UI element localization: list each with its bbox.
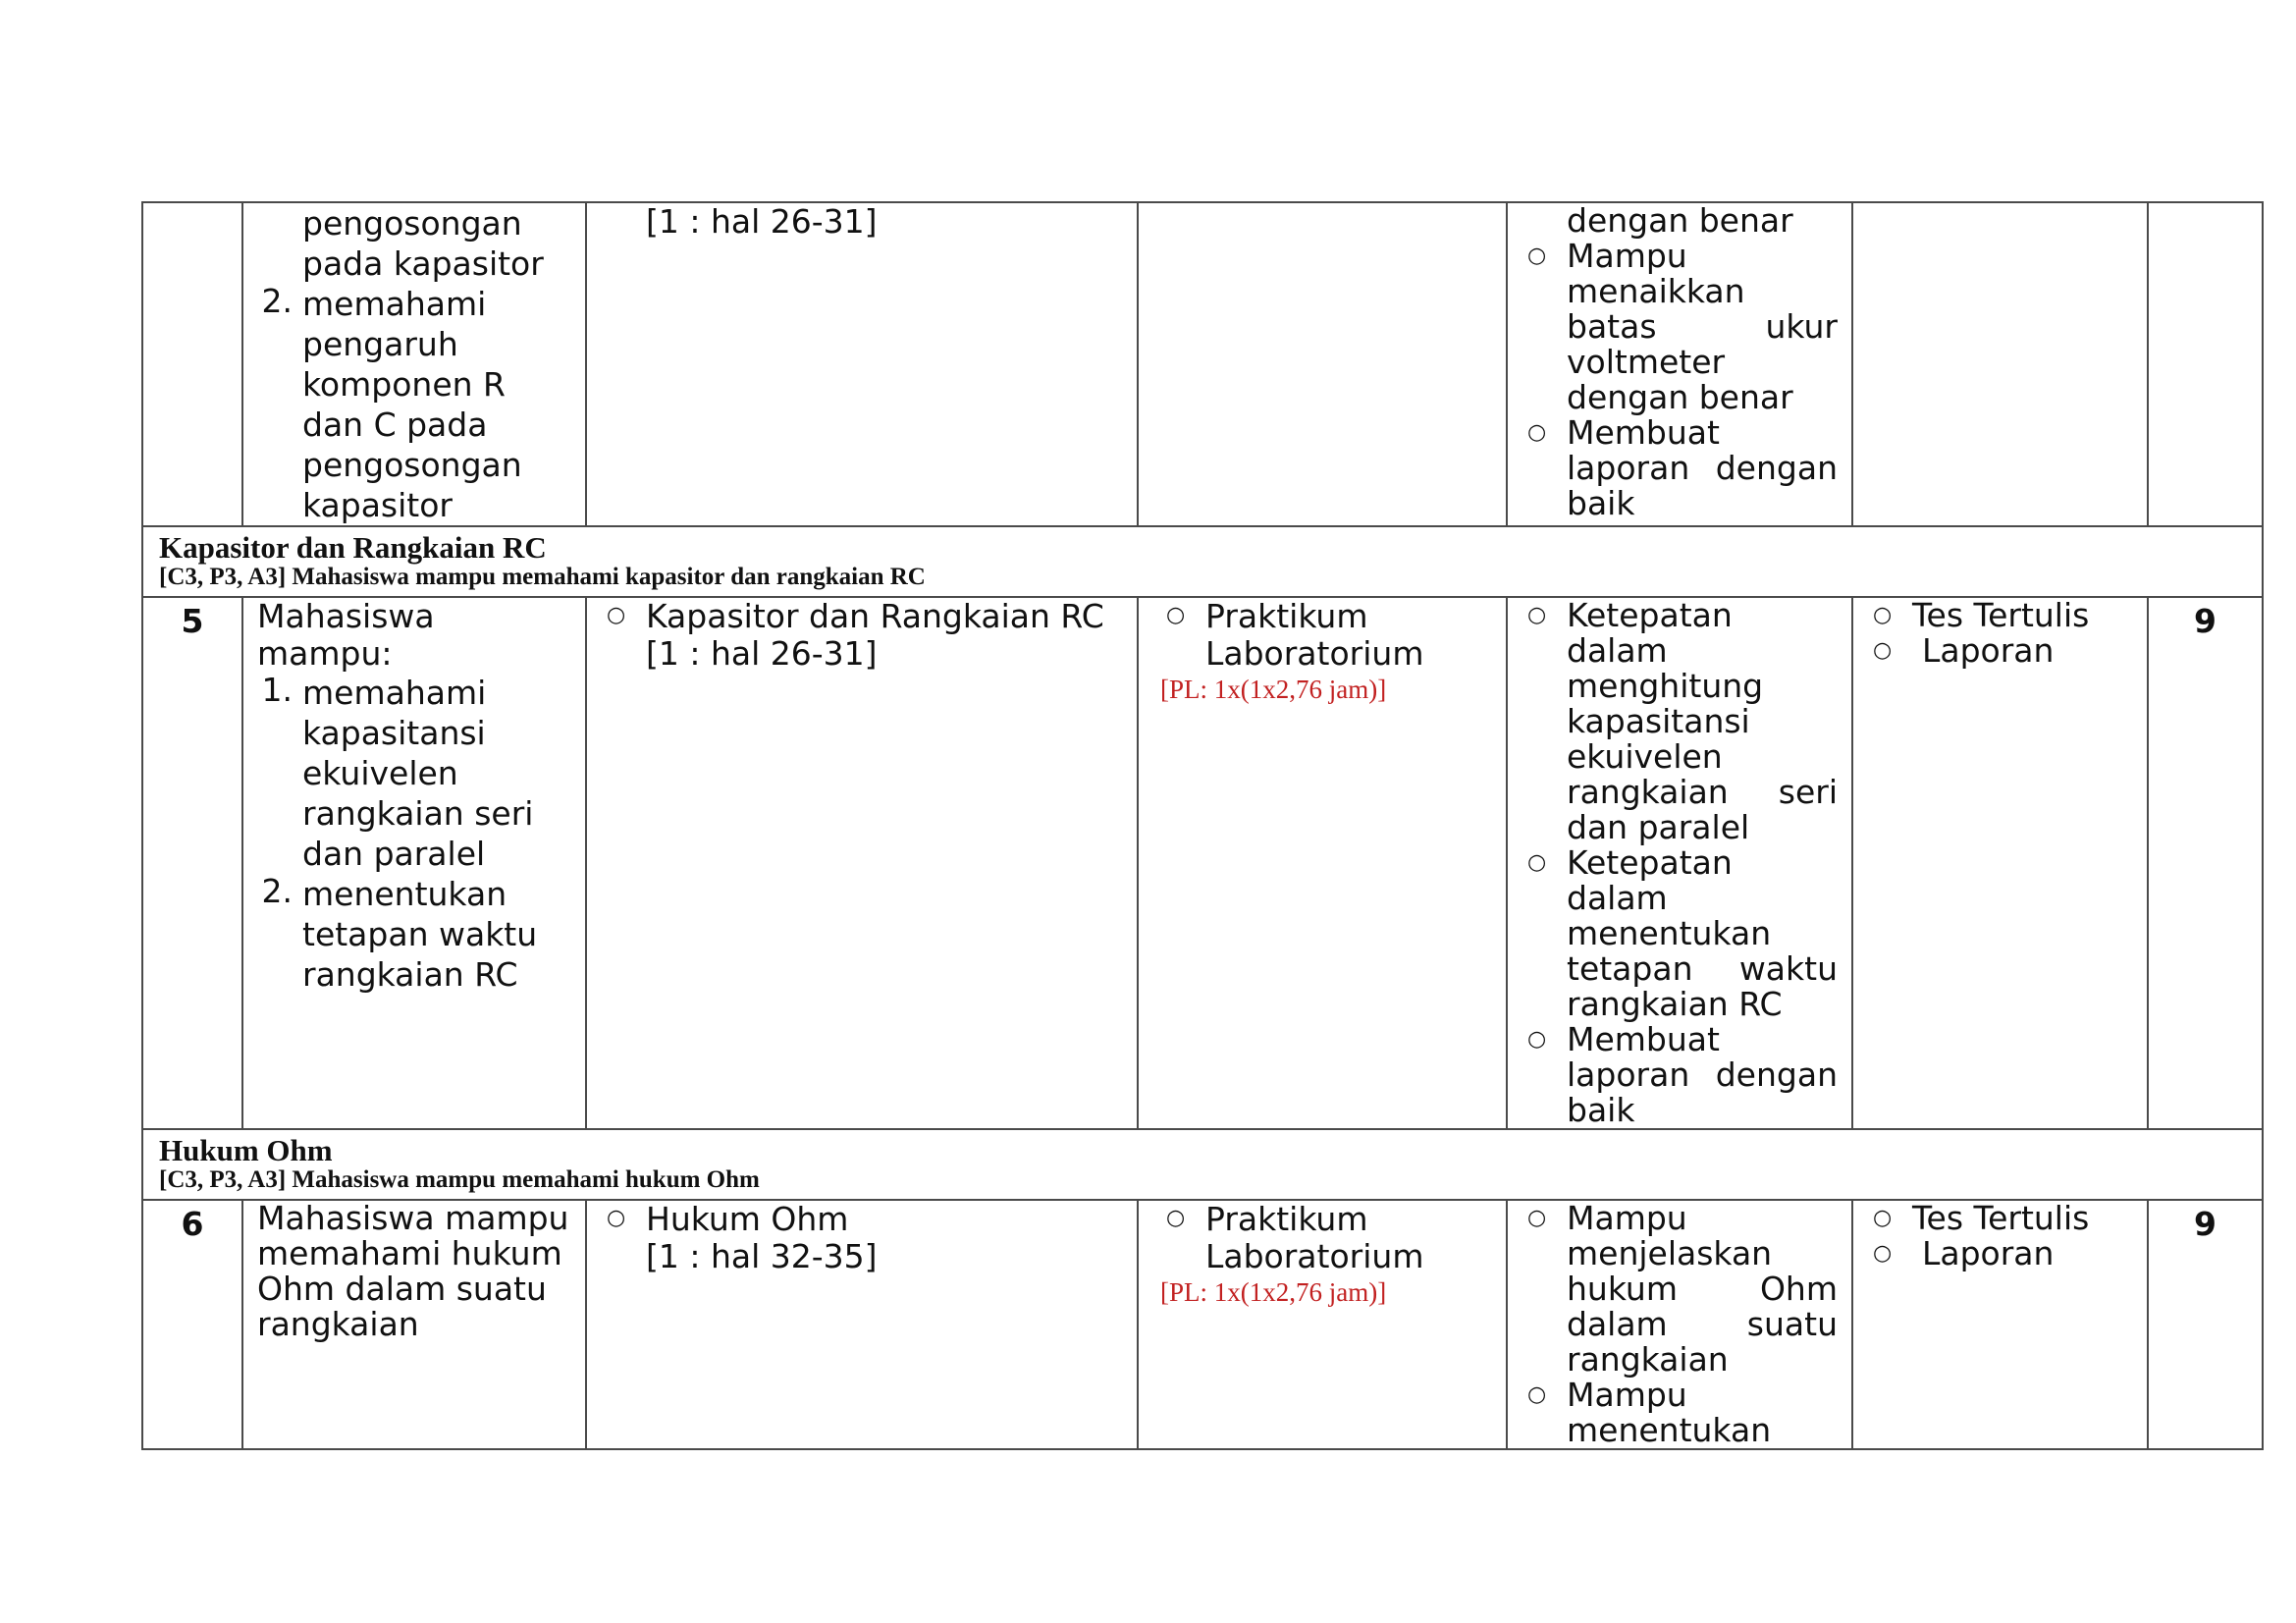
list-item: ○ Praktikum Laboratorium xyxy=(1158,1201,1492,1275)
material-cell xyxy=(586,597,1138,1129)
section-header-row xyxy=(142,526,2263,597)
circle-bullet-icon: ○ xyxy=(1527,1027,1547,1052)
circle-bullet-icon: ○ xyxy=(1873,1206,1893,1230)
objective-cell xyxy=(242,597,586,1129)
circle-bullet-icon: ○ xyxy=(1527,603,1547,627)
method-cell xyxy=(1138,597,1507,1129)
assessment-cell xyxy=(1852,597,2148,1129)
section-header xyxy=(142,526,2263,597)
list-item: ○ Mampu menentukan xyxy=(1520,1378,1838,1448)
indicator-list xyxy=(1508,598,1851,1128)
circle-bullet-icon: ○ xyxy=(1873,603,1893,627)
table-row-continuation xyxy=(142,202,2263,526)
material-reference: [1 : hal 26-31] xyxy=(646,634,878,673)
objective-cell xyxy=(242,1200,586,1449)
method-time: [PL: 1x(1x2,76 jam)] xyxy=(1160,1277,1387,1307)
table-row xyxy=(142,597,2263,1129)
weight-value: 9 xyxy=(2148,1200,2263,1449)
method-list xyxy=(1139,598,1506,673)
material-list xyxy=(587,598,1137,635)
objective-continuation: pengosongan pada kapasitor xyxy=(302,204,544,283)
material-reference: [1 : hal 26-31] xyxy=(646,202,878,241)
section-header xyxy=(142,1129,2263,1200)
list-item: 2. memahami pengaruh komponen R dan C pada pengosongan kapasitor xyxy=(261,282,522,524)
list-item: ○ Hukum Ohm xyxy=(599,1201,1123,1238)
list-item: ○ Ketepatan dalam menghitung kapasitansi ekuivelen rangkaian seri dan paralel xyxy=(1520,598,1838,845)
section-subtitle: [C3, P3, A3] Mahasiswa mampu memahami kapasitor dan rangkaian RC xyxy=(159,564,926,590)
table-row xyxy=(142,1200,2263,1449)
list-item: ○ Mampu menaikkan batas ukur voltmeter dengan benar xyxy=(1520,239,1838,415)
indicator-list xyxy=(1508,239,1851,521)
list-item: ○ Membuat laporan dengan baik xyxy=(1520,415,1838,521)
method-list xyxy=(1139,1201,1506,1275)
circle-bullet-icon: ○ xyxy=(1527,1206,1547,1230)
assessment-list xyxy=(1853,1201,2147,1271)
list-item: ○ Tes Tertulis xyxy=(1865,598,2133,633)
list-item: ○ Laporan xyxy=(1865,633,2133,669)
circle-bullet-icon: ○ xyxy=(1166,1206,1186,1230)
indicator-cell xyxy=(1507,1200,1852,1449)
list-item: ○ Praktikum Laboratorium xyxy=(1158,598,1492,673)
list-item: 2. menentukan tetapan waktu rangkaian RC xyxy=(261,872,538,994)
circle-bullet-icon: ○ xyxy=(1166,603,1186,627)
circle-bullet-icon: ○ xyxy=(1527,850,1547,875)
number-cell xyxy=(142,202,242,526)
circle-bullet-icon: ○ xyxy=(1527,243,1547,268)
section-title: Kapasitor dan Rangkaian RC xyxy=(159,530,547,565)
list-item: ○ Membuat laporan dengan baik xyxy=(1520,1022,1838,1128)
indicator-list xyxy=(1508,1201,1851,1448)
assessment-list xyxy=(1853,598,2147,669)
section-subtitle: [C3, P3, A3] Mahasiswa mampu memahami hukum Ohm xyxy=(159,1166,760,1193)
section-title: Hukum Ohm xyxy=(159,1133,333,1167)
circle-bullet-icon: ○ xyxy=(1527,420,1547,445)
circle-bullet-icon: ○ xyxy=(1527,1382,1547,1407)
method-cell xyxy=(1138,1200,1507,1449)
circle-bullet-icon: ○ xyxy=(607,603,626,627)
week-number: 6 xyxy=(142,1200,242,1449)
list-item: ○ Laporan xyxy=(1865,1236,2133,1271)
list-item: ○ Ketepatan dalam menentukan tetapan waktu rangkaian RC xyxy=(1520,845,1838,1022)
assessment-cell xyxy=(1852,202,2148,526)
section-header-row xyxy=(142,1129,2263,1200)
list-item: ○ Mampu menjelaskan hukum Ohm dalam suatu rangkaian xyxy=(1520,1201,1838,1378)
indicator-continuation: dengan benar xyxy=(1567,201,1793,240)
circle-bullet-icon: ○ xyxy=(1873,1241,1893,1266)
indicator-cell xyxy=(1507,597,1852,1129)
weight-cell xyxy=(2148,202,2263,526)
method-cell xyxy=(1138,202,1507,526)
circle-bullet-icon: ○ xyxy=(1873,638,1893,663)
objective-text: Mahasiswa mampu memahami hukum Ohm dalam suatu rangkaian xyxy=(257,1199,569,1343)
indicator-cell xyxy=(1507,202,1852,526)
objective-list xyxy=(243,673,585,995)
material-reference: [1 : hal 32-35] xyxy=(646,1237,878,1275)
objective-intro: Mahasiswa mampu: xyxy=(257,597,435,673)
list-item: 1. memahami kapasitansi ekuivelen rangkaian seri dan paralel xyxy=(261,671,534,873)
method-time: [PL: 1x(1x2,76 jam)] xyxy=(1160,675,1387,704)
week-number: 5 xyxy=(142,597,242,1129)
material-cell xyxy=(586,202,1138,526)
material-list xyxy=(587,1201,1137,1238)
rps-table xyxy=(141,201,2264,1450)
circle-bullet-icon: ○ xyxy=(607,1206,626,1230)
assessment-cell xyxy=(1852,1200,2148,1449)
objective-cell xyxy=(242,202,586,526)
material-cell xyxy=(586,1200,1138,1449)
weight-value: 9 xyxy=(2148,597,2263,1129)
list-item: ○ Tes Tertulis xyxy=(1865,1201,2133,1236)
objective-list xyxy=(243,284,585,525)
list-item: ○ Kapasitor dan Rangkaian RC xyxy=(599,598,1123,635)
